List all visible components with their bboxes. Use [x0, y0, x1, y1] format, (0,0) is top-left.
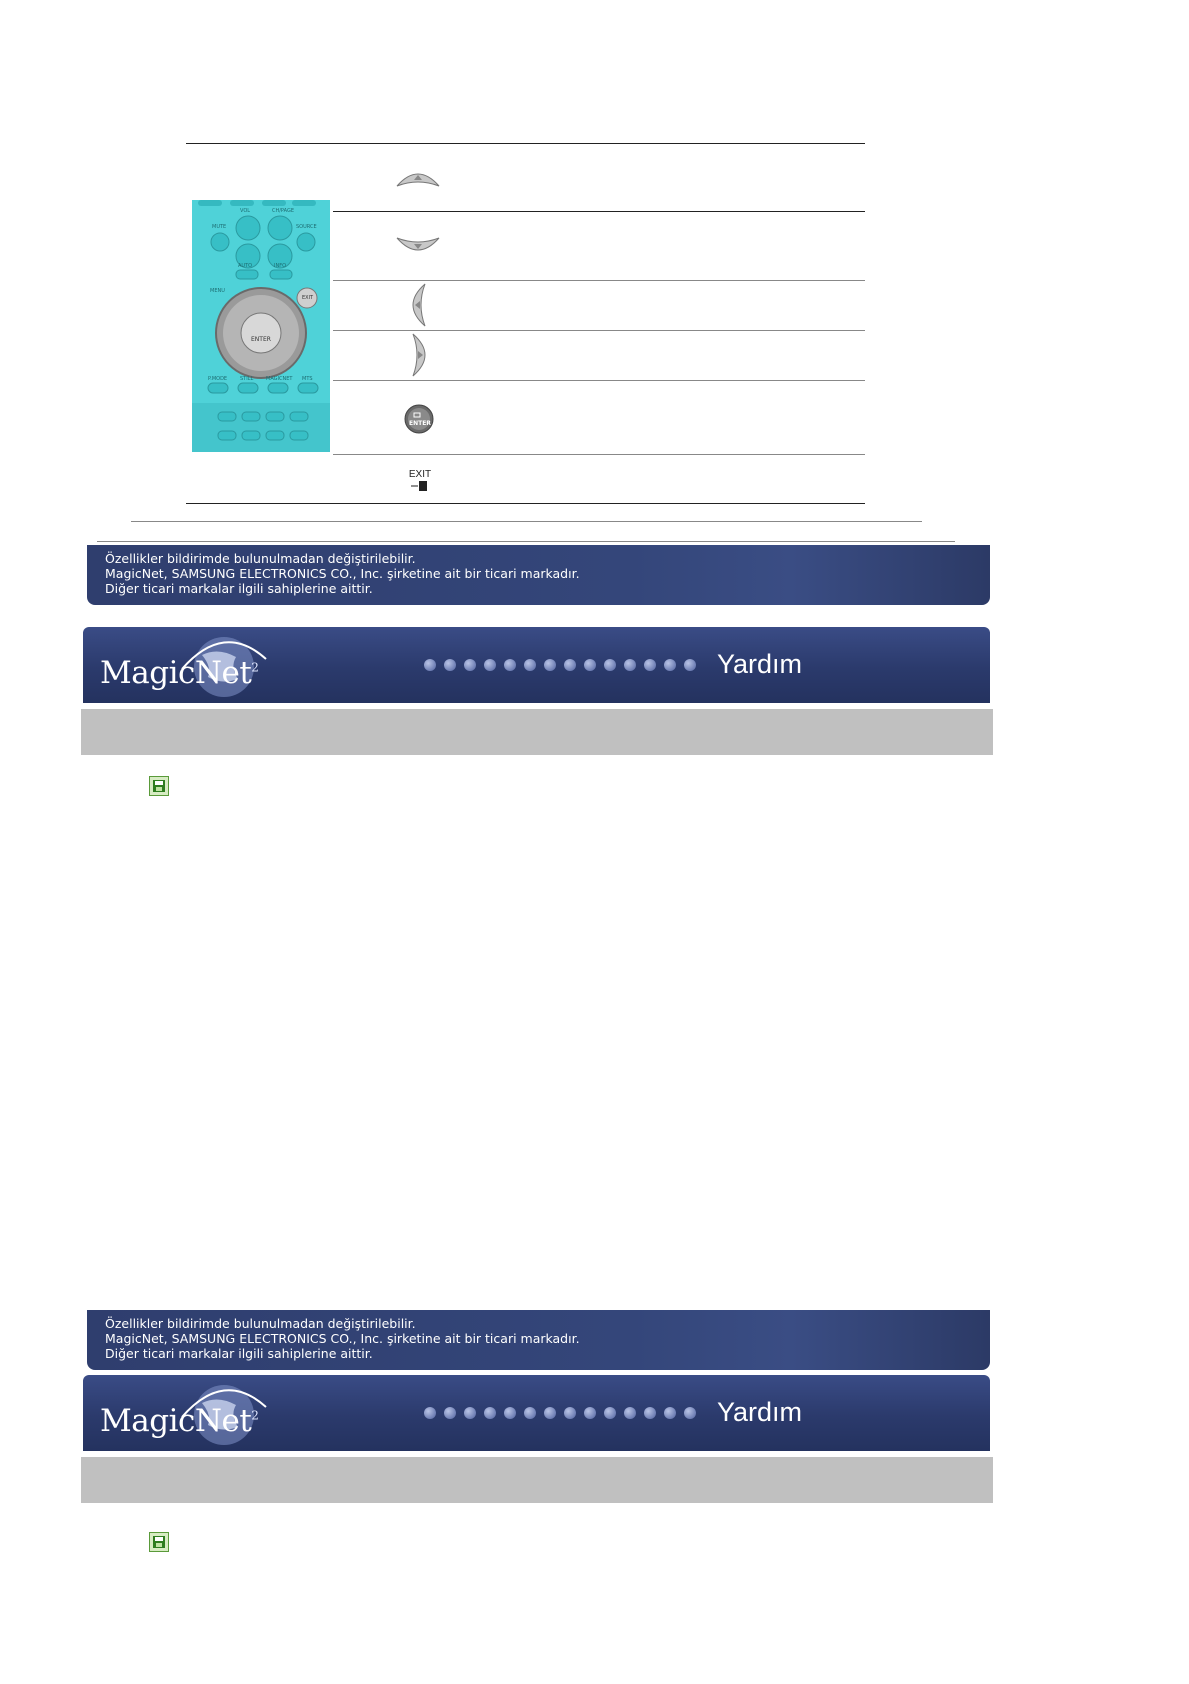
dot-icon	[524, 1407, 536, 1419]
logo-superscript: 2	[251, 660, 259, 675]
section-rule	[131, 521, 922, 522]
logo-text: MagicNet	[100, 1403, 252, 1439]
magicnet-header	[83, 1375, 990, 1451]
notice-line: Özellikler bildirimde bulunulmadan değiştirilebilir.	[105, 551, 416, 566]
remote-label-info: INFO	[274, 263, 287, 269]
down-arrow-button-icon	[394, 233, 442, 259]
remote-label-still: STILL	[240, 376, 254, 382]
enter-button-label: ENTER	[409, 420, 431, 427]
dot-icon	[464, 659, 476, 671]
magicnet-logo	[100, 1403, 258, 1439]
save-icon[interactable]	[149, 1532, 169, 1552]
dot-icon	[444, 1407, 456, 1419]
dot-icon	[504, 659, 516, 671]
section-rule	[97, 541, 955, 542]
remote-label-mts: MTS	[302, 376, 313, 382]
dot-strip	[424, 659, 696, 671]
dot-icon	[424, 1407, 436, 1419]
dot-icon	[584, 659, 596, 671]
up-arrow-button-icon	[394, 165, 442, 191]
trademark-notice	[87, 1310, 990, 1370]
remote-label-mute: MUTE	[212, 224, 227, 230]
dot-icon	[504, 1407, 516, 1419]
dot-icon	[624, 1407, 636, 1419]
dot-icon	[664, 659, 676, 671]
magicnet-header	[83, 627, 990, 703]
notice-line: Diğer ticari markalar ilgili sahiplerine aittir.	[105, 1346, 373, 1361]
trademark-notice	[87, 545, 990, 605]
grey-separator-bar	[81, 709, 993, 755]
dot-icon	[444, 659, 456, 671]
dot-icon	[544, 1407, 556, 1419]
notice-line: Diğer ticari markalar ilgili sahiplerine aittir.	[105, 581, 373, 596]
notice-line: MagicNet, SAMSUNG ELECTRONICS CO., Inc. şirketine ait bir ticari markadır.	[105, 566, 580, 581]
row-divider	[333, 380, 865, 381]
save-icon[interactable]	[149, 776, 169, 796]
dot-icon	[524, 659, 536, 671]
remote-label-vol: VOL	[240, 208, 251, 214]
logo-text: MagicNet	[100, 655, 252, 691]
dot-icon	[484, 1407, 496, 1419]
right-arrow-button-icon	[408, 332, 432, 378]
dot-icon	[624, 659, 636, 671]
exit-button-label: EXIT	[408, 468, 432, 480]
notice-line: Özellikler bildirimde bulunulmadan değiştirilebilir.	[105, 1316, 416, 1331]
dot-icon	[684, 659, 696, 671]
row-divider	[333, 211, 865, 212]
row-divider	[333, 330, 865, 331]
enter-button-icon	[403, 403, 435, 435]
dot-icon	[604, 659, 616, 671]
header-title: Yardım	[717, 649, 803, 679]
dot-icon	[644, 1407, 656, 1419]
remote-label-source: SOURCE	[296, 224, 317, 230]
notice-line: MagicNet, SAMSUNG ELECTRONICS CO., Inc. şirketine ait bir ticari markadır.	[105, 1331, 580, 1346]
exit-button-icon	[404, 466, 436, 494]
dot-icon	[544, 659, 556, 671]
dot-icon	[644, 659, 656, 671]
dot-strip	[424, 1407, 696, 1419]
dot-icon	[684, 1407, 696, 1419]
remote-control-image	[192, 200, 330, 452]
dot-icon	[564, 659, 576, 671]
remote-label-ch-page: CH/PAGE	[272, 208, 294, 214]
magicnet-logo	[100, 655, 258, 691]
remote-label-pmode: P.MODE	[208, 376, 228, 382]
logo-superscript: 2	[251, 1408, 259, 1423]
row-divider	[333, 454, 865, 455]
dot-icon	[664, 1407, 676, 1419]
remote-label-exit: EXIT	[302, 295, 314, 301]
dot-icon	[484, 659, 496, 671]
table-bottom-rule	[186, 503, 865, 504]
table-top-rule	[186, 143, 865, 144]
remote-label-menu: MENU	[210, 288, 225, 294]
remote-label-auto: AUTO	[238, 263, 253, 269]
dot-icon	[584, 1407, 596, 1419]
remote-label-enter: ENTER	[251, 336, 271, 343]
dot-icon	[564, 1407, 576, 1419]
dot-icon	[424, 659, 436, 671]
grey-separator-bar	[81, 1457, 993, 1503]
left-arrow-button-icon	[406, 282, 430, 328]
dot-icon	[604, 1407, 616, 1419]
dot-icon	[464, 1407, 476, 1419]
row-divider	[333, 280, 865, 281]
remote-label-magicnet: MAGICNET	[266, 376, 293, 382]
header-title: Yardım	[717, 1397, 803, 1427]
